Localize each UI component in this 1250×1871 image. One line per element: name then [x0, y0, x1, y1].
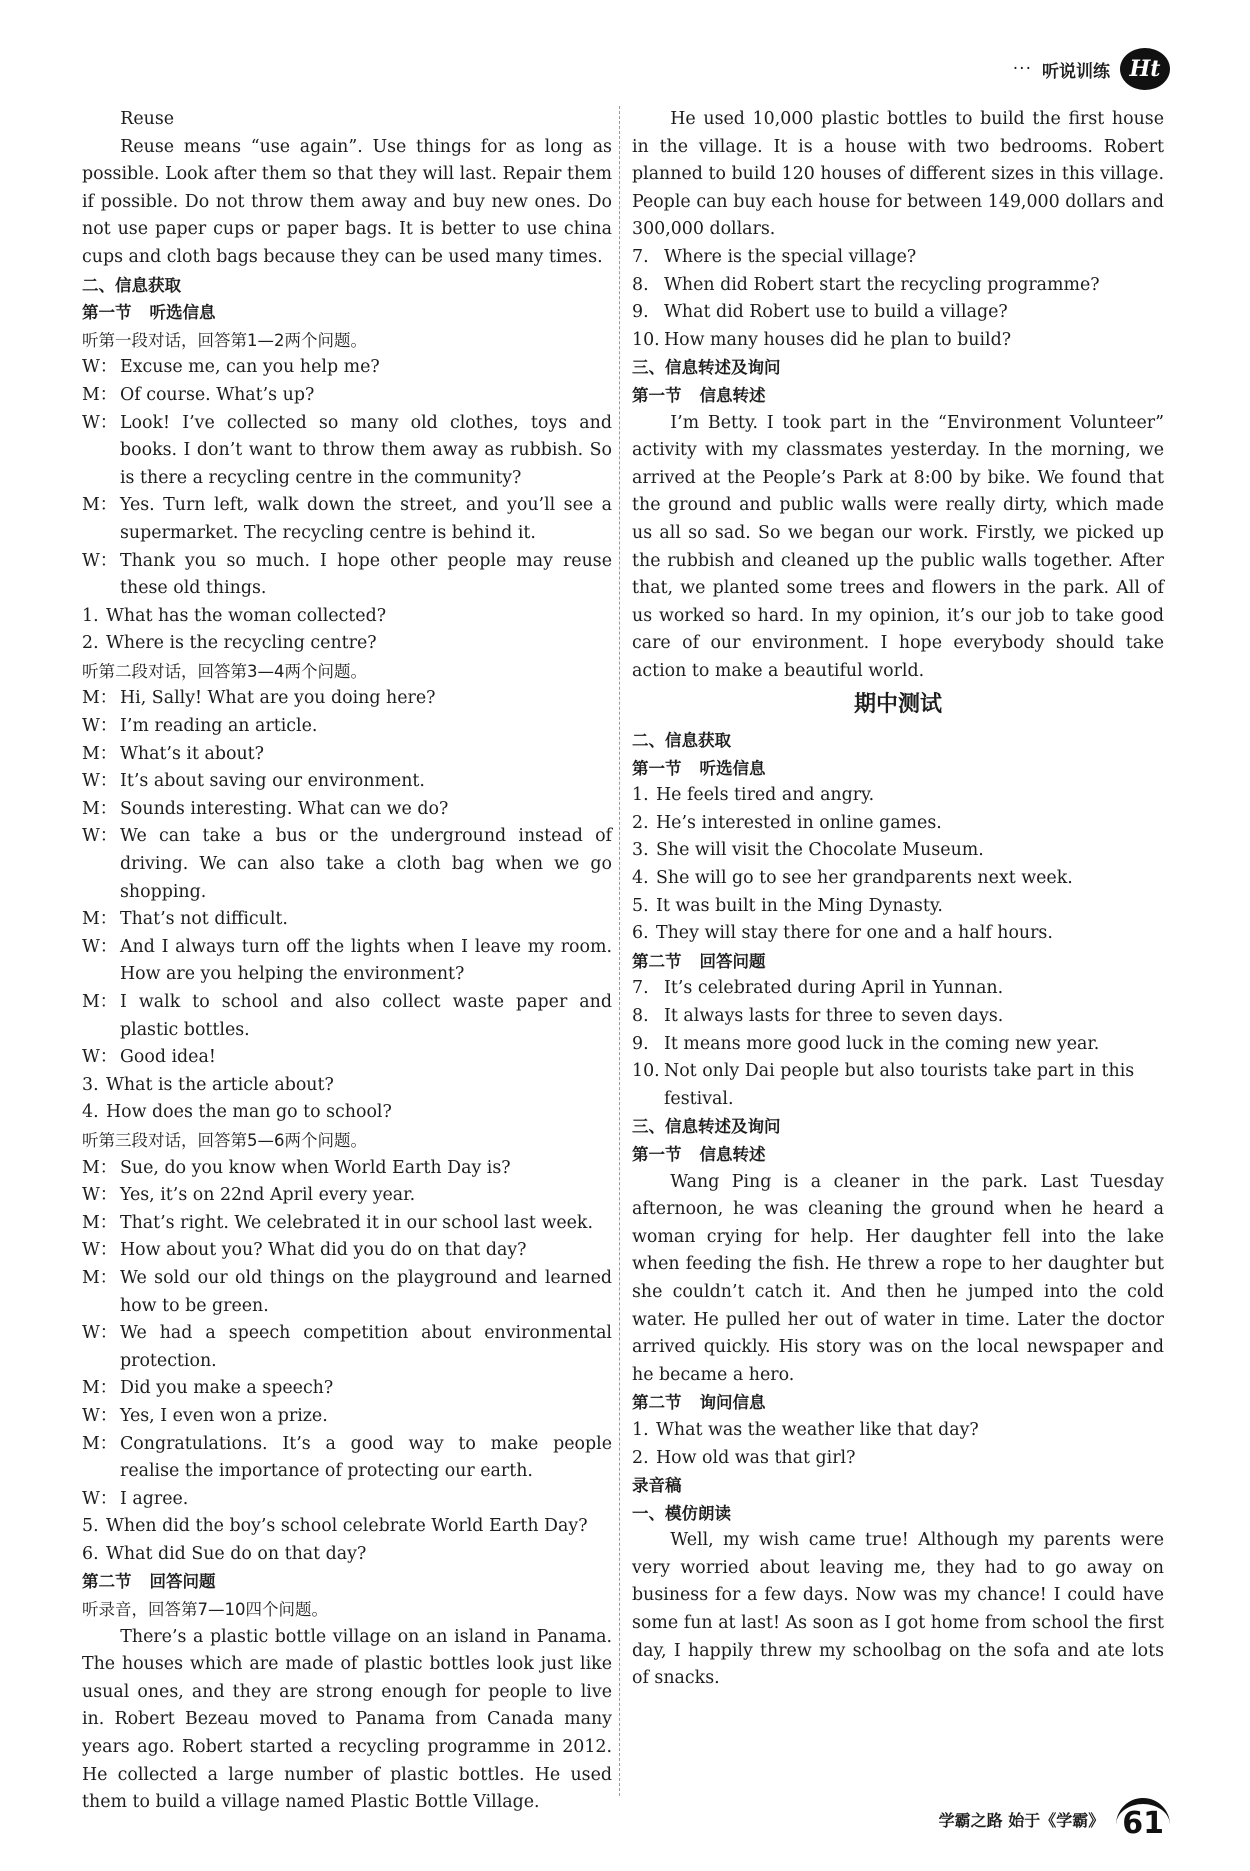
part3-heading: 三、信息转述及询问 — [632, 358, 781, 378]
village-paragraph: There’s a plastic bottle village on an island in Panama. The houses which are made of plastic bottles look just like usual ones, and they are strong enough for people to live in. Robert Bezeau moved to Panama from Canada many years ago. Robert started a recycling programme in 2012. He collected a large number of plastic bottles. He used them to build a village named Plastic Bottle Village. — [82, 1626, 612, 1813]
footer-slogan: 学霸之路 始于《学霸》 — [938, 1811, 1105, 1830]
page-number: 61 — [1116, 1798, 1170, 1841]
answer: 2. He’s interested in online games. — [632, 812, 942, 833]
midterm-title: 期中测试 — [853, 692, 942, 718]
dialogue-line: W： And I always turn off the lights when I leave my room. How are you helping the environment? — [82, 936, 612, 985]
midterm-part2-heading: 二、信息获取 — [632, 731, 731, 751]
question: 7. Where is the special village? — [632, 246, 917, 267]
header-dots: ··· — [1012, 59, 1032, 79]
betty-paragraph: I’m Betty. I took part in the “Environment Volunteer” activity with my classmates yesterday. In the morning, we arrived at the People’s Park at 8:00 by bike. We found that the ground and public walls were really dirty, which made us all so sad. So we began our work. Firstly, we picked up the rubbish and cleaned up the public walls together. After that, we planted some trees and flowers in the park. All of us worked so hard. In my opinion, it’s our job to take good care of our environment. I hope everybody should take action to make a beautiful world. — [632, 412, 1164, 681]
midterm-part3-heading: 三、信息转述及询问 — [632, 1117, 781, 1137]
section2-heading: 第二节 回答问题 — [82, 1572, 216, 1592]
reuse-title: Reuse — [120, 109, 175, 129]
wish-paragraph: Well, my wish came true! Although my parents were very worried about leaving me, they had to go away on business for a few days. Now was my chance! I could have some fun at last! As soon as I got home from school the first day, I happily threw my schoolbag on the sofa and ate lots of snacks. — [632, 1530, 1164, 1689]
dialogue-line: M： I walk to school and also collect waste paper and plastic bottles. — [82, 992, 612, 1040]
dialogue1-intro: 听第一段对话，回答第1—2两个问题。 — [82, 330, 367, 350]
answer: 4. She will go to see her grandparents next week. — [632, 868, 1073, 889]
dialogue-line: W： Good idea! — [82, 1047, 216, 1068]
dialogue-line: M： Of course. What’s up? — [82, 384, 315, 405]
dialogue-line: W： It’s about saving our environment. — [82, 771, 425, 792]
answer: 3. She will visit the Chocolate Museum. — [632, 840, 984, 861]
brand-logo: Ht — [1120, 48, 1170, 90]
dialogue-2 — [82, 685, 612, 1071]
dialogue2-intro: 听第二段对话，回答第3—4两个问题。 — [82, 661, 367, 681]
dialogue-line: M： Sue, do you know when World Earth Day is? — [82, 1157, 511, 1178]
section-label: 听说训练 — [1042, 61, 1110, 82]
dialogue-line: W： We can take a bus or the underground instead of driving. We can also take a cloth bag when we go shopping. — [82, 826, 612, 902]
dialogue-line: M： Congratulations. It’s a good way to make people realise the importance of protecting our earth. — [82, 1433, 612, 1482]
dialogue-line: M： Did you make a speech? — [82, 1378, 334, 1399]
question: 2. How old was that girl? — [632, 1447, 856, 1468]
question: 2. Where is the recycling centre? — [82, 633, 377, 654]
dialogue3-intro: 听第三段对话，回答第5—6两个问题。 — [82, 1130, 367, 1150]
question: 3. What is the article about? — [82, 1074, 334, 1095]
retell-heading: 第一节 信息转述 — [632, 385, 766, 405]
answer: 8. It always lasts for three to seven days. — [632, 1006, 1004, 1026]
dialogue-line: W： We had a speech competition about environmental protection. — [82, 1323, 612, 1371]
question: 8. When did Robert start the recycling programme? — [632, 274, 1100, 295]
answer: 10. Not only Dai people but also tourists take part in this festival. — [632, 1061, 1135, 1109]
dialogue-line: M： We sold our old things on the playground and learned how to be green. — [82, 1267, 612, 1316]
question: 10. How many houses did he plan to build? — [632, 329, 1012, 350]
part2-heading: 二、信息获取 — [82, 275, 181, 295]
question: 5. When did the boy’s school celebrate World Earth Day? — [82, 1516, 588, 1537]
dialogue-line: M： What’s it about? — [82, 743, 264, 764]
dialogue-line: W： Thank you so much. I hope other people may reuse these old things. — [82, 550, 612, 599]
midterm-listen-heading: 第一节 听选信息 — [632, 758, 766, 778]
midterm-retell-heading: 第一节 信息转述 — [632, 1144, 766, 1164]
dialogue-line: W： Look! I’ve collected so many old clothes, toys and books. I don’t want to throw them away as rubbish. So is there a recycling centre in the community? — [82, 412, 612, 488]
dialogue-line: M： That’s right. We celebrated it in our school last week. — [82, 1212, 593, 1233]
dialogue-line: W： Yes, I even won a prize. — [82, 1405, 328, 1426]
section1-heading: 第一节 听选信息 — [82, 303, 216, 323]
question: 6. What did Sue do on that day? — [82, 1543, 367, 1564]
answer: 9. It means more good luck in the coming new year. — [632, 1033, 1100, 1054]
page-footer — [939, 1798, 1170, 1841]
dialogue-line: W： I agree. — [82, 1488, 189, 1509]
answer: 7. It’s celebrated during April in Yunnan. — [632, 978, 1004, 999]
midterm-answer-heading: 第二节 回答问题 — [632, 951, 766, 971]
dialogue-line: W： Excuse me, can you help me? — [82, 357, 380, 378]
question: 4. How does the man go to school? — [82, 1102, 392, 1123]
part1-heading: 一、模仿朗读 — [632, 1503, 731, 1523]
answer: 5. It was built in the Ming Dynasty. — [632, 895, 943, 916]
dialogue-line: M： Hi, Sally! What are you doing here? — [82, 688, 436, 709]
dialogue-line: M： Yes. Turn left, walk down the street, and you’ll see a supermarket. The recycling centre is behind it. — [82, 495, 612, 543]
question: 1. What was the weather like that day? — [632, 1419, 979, 1440]
script-heading: 录音稿 — [632, 1476, 682, 1496]
page-header — [1013, 48, 1170, 90]
recording-intro: 听录音，回答第7—10四个问题。 — [82, 1600, 328, 1620]
question: 1. What has the woman collected? — [82, 605, 387, 626]
answer: 6. They will stay there for one and a half hours. — [632, 923, 1053, 944]
dialogue-3 — [82, 1155, 612, 1514]
answer: 1. He feels tired and angry. — [632, 785, 875, 806]
dialogue-line: M： That’s not difficult. — [82, 909, 288, 930]
dialogue-line: M： Sounds interesting. What can we do? — [82, 798, 449, 819]
midterm-ask-heading: 第二节 询问信息 — [632, 1393, 766, 1413]
dialogue-line: W： How about you? What did you do on that day? — [82, 1240, 527, 1261]
reuse-paragraph: Reuse means “use again”. Use things for as long as possible. Look after them so that they will last. Repair them if possible. Do not throw them away and buy new ones. Do not use paper cups or paper bags. It is better to use china cups and cloth bags because they can be used many times. — [82, 136, 612, 267]
column-divider — [619, 106, 620, 1796]
wang-paragraph: Wang Ping is a cleaner in the park. Last Tuesday afternoon, he was cleaning the ground when he heard a woman crying for help. Her daughter fell into the lake when feeding the fish. He threw a rope to her daughter but she couldn’t catch it. And then he jumped into the cold water. He pulled her out of water in time. Later the doctor arrived quickly. His story was on the local newspaper and he became a hero. — [632, 1171, 1164, 1385]
left-column — [82, 106, 612, 1817]
question: 9. What did Robert use to build a village? — [632, 302, 1008, 323]
dialogue-line: W： Yes, it’s on 22nd April every year. — [82, 1185, 416, 1206]
village-paragraph-cont: He used 10,000 plastic bottles to build the first house in the village. It is a house with two bedrooms. Robert planned to build 120 houses of different sizes in this village. People can buy each house for between 149,000 dollars and 300,000 dollars. — [632, 109, 1164, 240]
dialogue-line: W： I’m reading an article. — [82, 716, 318, 737]
dialogue-1 — [82, 354, 612, 602]
right-column — [632, 106, 1164, 1693]
